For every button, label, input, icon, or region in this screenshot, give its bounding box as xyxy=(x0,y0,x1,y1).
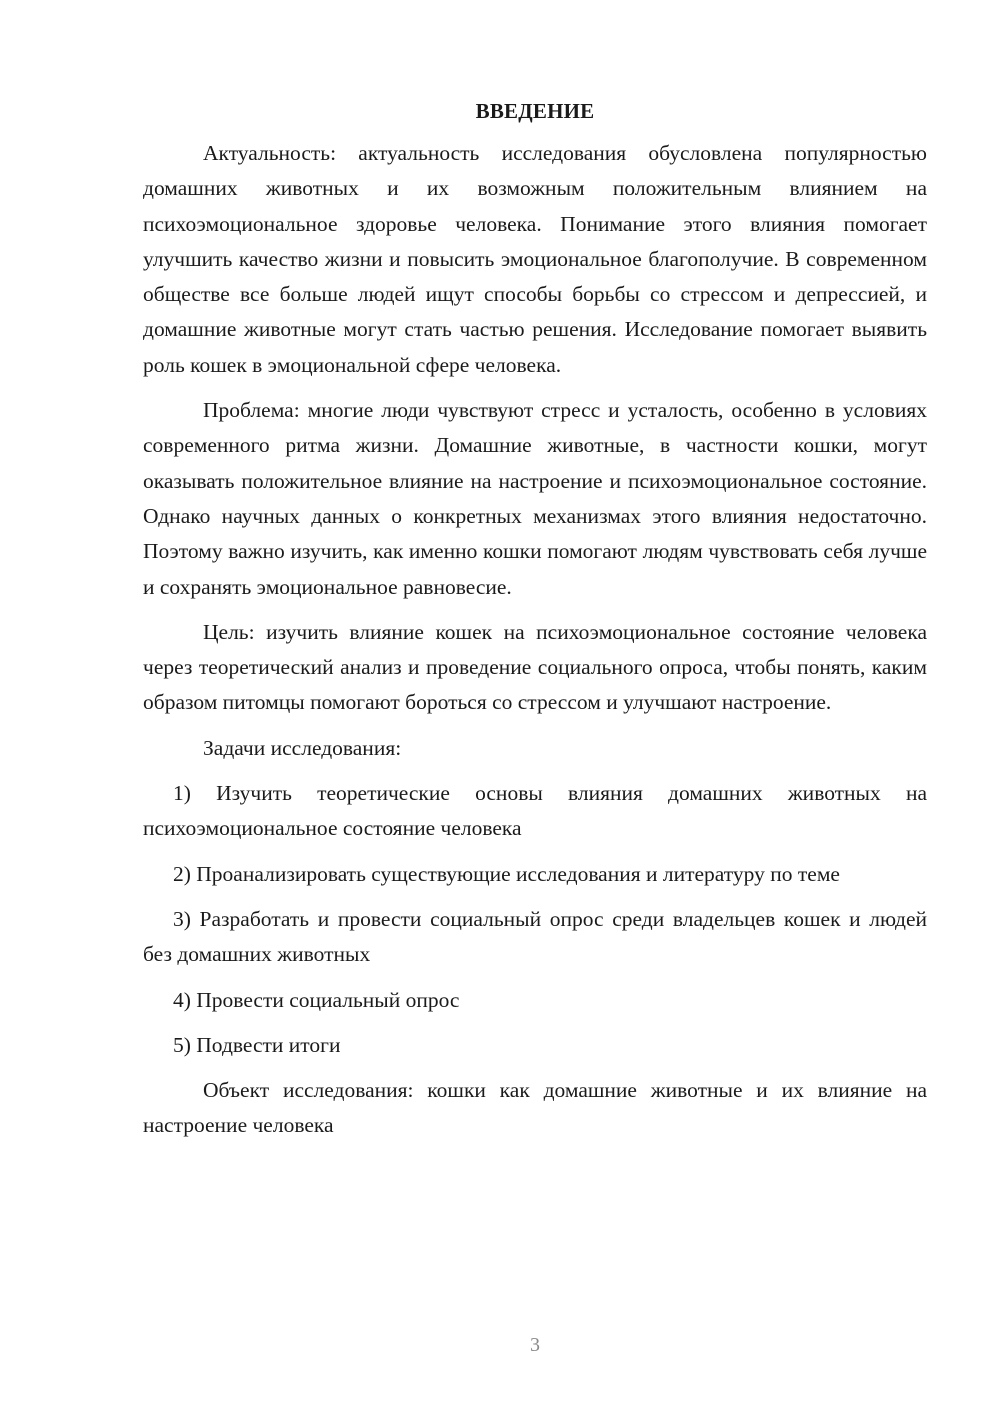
task-item: 5) Подвести итоги xyxy=(173,1032,341,1057)
page-content xyxy=(143,94,927,1144)
task-item: 2) Проанализировать существующие исследования и литературу по теме xyxy=(173,861,840,886)
page-title: ВВЕДЕНИЕ xyxy=(475,99,595,123)
task-item: 3) Разработать и провести социальный опрос среди владельцев кошек и людей без домашних животных xyxy=(143,906,927,967)
goal-paragraph: Цель: изучить влияние кошек на психоэмоциональное состояние человека через теоретический анализ и проведение социального опроса, чтобы понять, каким образом питомцы помогают бороться со стрессом и улучшают настроение. xyxy=(143,619,927,715)
task-item: 4) Провести социальный опрос xyxy=(173,987,460,1012)
page-number: 3 xyxy=(530,1334,540,1356)
task-item: 1) Изучить теоретические основы влияния домашних животных на психоэмоциональное состояние человека xyxy=(143,781,927,841)
problem-paragraph: Проблема: многие люди чувствуют стресс и усталость, особенно в условиях современного ритма жизни. Домашние животные, в частности кошки, могут оказывать положительное влияние на настроение и психоэмоциональное состояние. Однако научных данных о конкретных механизмах этого влияния недостаточно. Поэтому важно изучить, как именно кошки помогают людям чувствовать себя лучше и сохранять эмоциональное равновесие. xyxy=(143,398,927,599)
relevance-paragraph: Актуальность: актуальность исследования обусловлена популярностью домашних животных и их возможным положительным влиянием на психоэмоциональное здоровье человека. Понимание этого влияния помогает улучшить качество жизни и повысить эмоциональное благополучие. В современном обществе все больше людей ищут способы борьбы со стрессом и депрессией, и домашние животные могут стать частью решения. Исследование помогает выявить роль кошек в эмоциональной сфере человека. xyxy=(143,141,927,377)
object-paragraph: Объект исследования: кошки как домашние животные и их влияние на настроение человека xyxy=(143,1078,927,1138)
tasks-heading: Задачи исследования: xyxy=(203,735,402,760)
